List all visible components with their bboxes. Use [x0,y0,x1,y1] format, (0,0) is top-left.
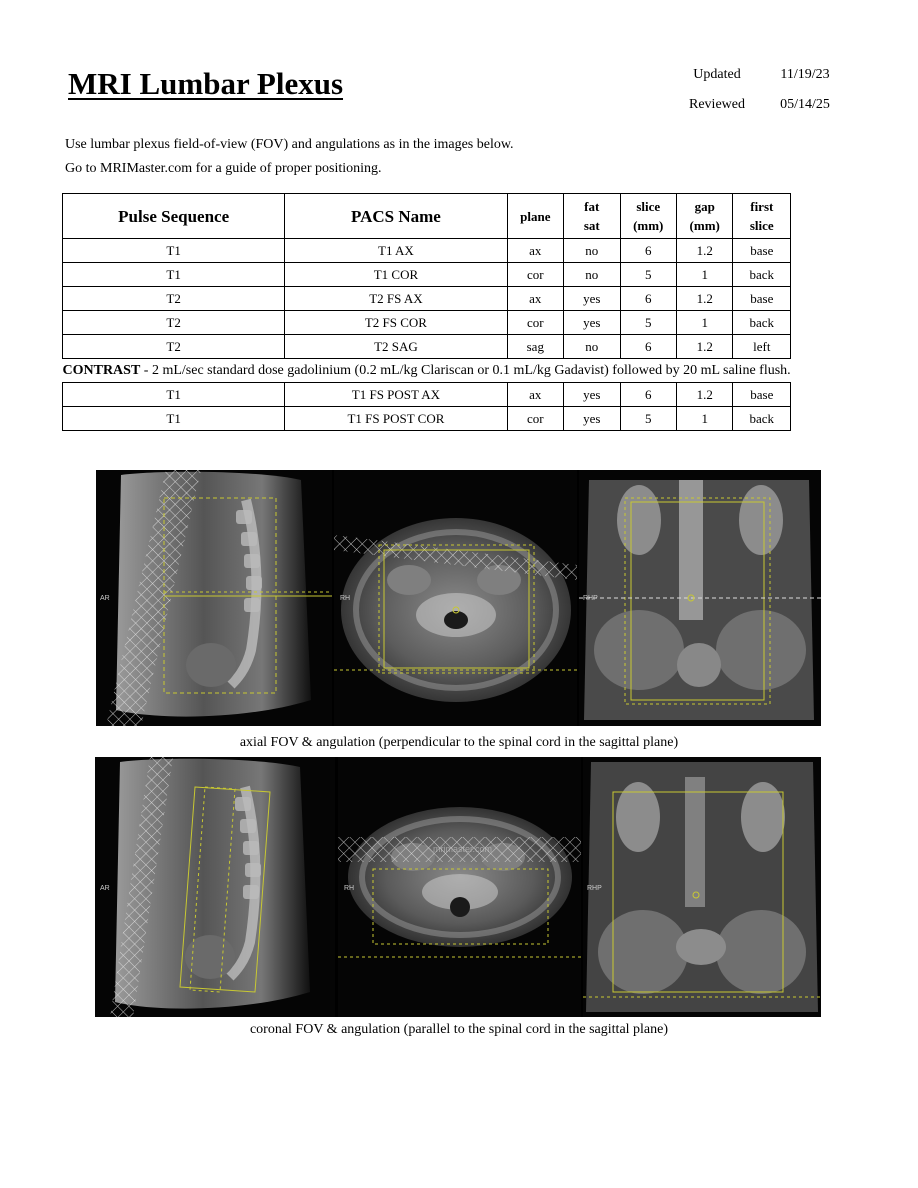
coronal-panel [583,757,821,1017]
header-first-line-2: slice [749,218,774,233]
protocol-table [62,193,791,431]
axial-panel [334,470,577,726]
cell-first: base [733,239,791,263]
contrast-text: - 2 mL/sec standard dose gadolinium (0.2 mL/kg Clariscan or 0.1 mL/kg Gadavist) followed by 20 mL saline flush. [140,362,791,378]
cell-slice: 6 [620,335,676,359]
axial-mri-images [96,470,821,726]
reviewed-label: Reviewed [689,97,745,112]
cell-gap: 1 [676,311,732,335]
header-fat-sat-line-1: fat [584,199,600,214]
header-gap-line-2: (mm) [689,218,720,233]
cell-first: back [733,311,791,335]
cell-seq: T1 [63,407,285,431]
cell-pacs: T2 FS AX [285,287,507,311]
cell-pacs: T1 AX [285,239,507,263]
cell-plane: cor [507,263,563,287]
page-title: MRI Lumbar Plexus [68,66,344,101]
cell-first: back [733,263,791,287]
label-rh: RH [344,885,355,892]
contrast-row [63,359,791,383]
cell-first: base [733,383,791,407]
sagittal-panel [96,470,332,726]
header-slice-line-1: slice [636,199,661,214]
table-row [63,335,791,359]
cell-gap: 1.2 [676,287,732,311]
updated-label: Updated [693,67,741,82]
label-ar: AR [100,885,110,892]
cell-slice: 6 [620,287,676,311]
header-first-line-1: first [750,199,774,214]
cell-fat: yes [564,407,620,431]
table-row [63,383,791,407]
table-row [63,311,791,335]
header-fat-sat-line-2: sat [583,218,600,233]
coronal-panel [579,470,821,726]
cell-slice: 6 [620,383,676,407]
header-pulse-sequence: Pulse Sequence [63,194,285,239]
watermark-text: mrimaster.com [433,844,493,854]
cell-gap: 1.2 [676,335,732,359]
table-row [63,239,791,263]
table-header-row [63,194,791,239]
cell-fat: yes [564,311,620,335]
cell-fat: no [564,239,620,263]
cell-gap: 1.2 [676,383,732,407]
cell-fat: yes [564,287,620,311]
cell-pacs: T2 FS COR [285,311,507,335]
cell-plane: cor [507,407,563,431]
table-row [63,287,791,311]
cell-gap: 1 [676,407,732,431]
updated-date: 11/19/23 [780,67,830,82]
cell-seq: T1 [63,263,285,287]
reviewed-date: 05/14/25 [780,97,830,112]
label-ar: AR [100,595,110,602]
contrast-note [63,359,791,383]
cell-slice: 5 [620,263,676,287]
cell-seq: T2 [63,311,285,335]
label-rhp: RHP [583,595,598,602]
cell-plane: cor [507,311,563,335]
cell-slice: 5 [620,311,676,335]
cell-seq: T1 [63,383,285,407]
intro-line-2: Go to MRIMaster.com for a guide of proper positioning. [65,161,382,176]
header-first-slice [733,194,791,239]
document-dates [676,60,852,120]
coronal-caption: coronal FOV & angulation (parallel to the spinal cord in the sagittal plane) [249,1022,669,1037]
axial-caption: axial FOV & angulation (perpendicular to the spinal cord in the sagittal plane) [239,735,679,750]
cell-seq: T2 [63,287,285,311]
label-rhp: RHP [587,885,602,892]
axial-panel [338,757,581,1017]
cell-pacs: T1 FS POST COR [285,407,507,431]
axial-figure [96,470,821,726]
table-row [63,407,791,431]
cell-first: base [733,287,791,311]
header-plane: plane [507,194,563,239]
cell-slice: 5 [620,407,676,431]
coronal-figure [95,757,821,1017]
intro-line-1: Use lumbar plexus field-of-view (FOV) and angulations as in the images below. [65,137,514,152]
header-gap [676,194,732,239]
header-slice-line-2: (mm) [633,218,664,233]
cell-plane: ax [507,383,563,407]
cell-pacs: T1 FS POST AX [285,383,507,407]
cell-first: left [733,335,791,359]
header-fat-sat [564,194,620,239]
cell-gap: 1 [676,263,732,287]
cell-plane: ax [507,287,563,311]
cell-slice: 6 [620,239,676,263]
cell-pacs: T1 COR [285,263,507,287]
coronal-mri-images [95,757,821,1017]
cell-first: back [733,407,791,431]
cell-gap: 1.2 [676,239,732,263]
intro-text [65,133,514,181]
table-row [63,263,791,287]
cell-seq: T2 [63,335,285,359]
header-pacs-name: PACS Name [285,194,507,239]
header-gap-line-1: gap [694,199,715,214]
cell-plane: sag [507,335,563,359]
cell-seq: T1 [63,239,285,263]
cell-pacs: T2 SAG [285,335,507,359]
contrast-label: CONTRAST [62,362,141,378]
cell-fat: no [564,263,620,287]
header-slice [620,194,676,239]
label-rh: RH [340,595,351,602]
cell-plane: ax [507,239,563,263]
cell-fat: no [564,335,620,359]
cell-fat: yes [564,383,620,407]
sagittal-panel [95,757,335,1017]
